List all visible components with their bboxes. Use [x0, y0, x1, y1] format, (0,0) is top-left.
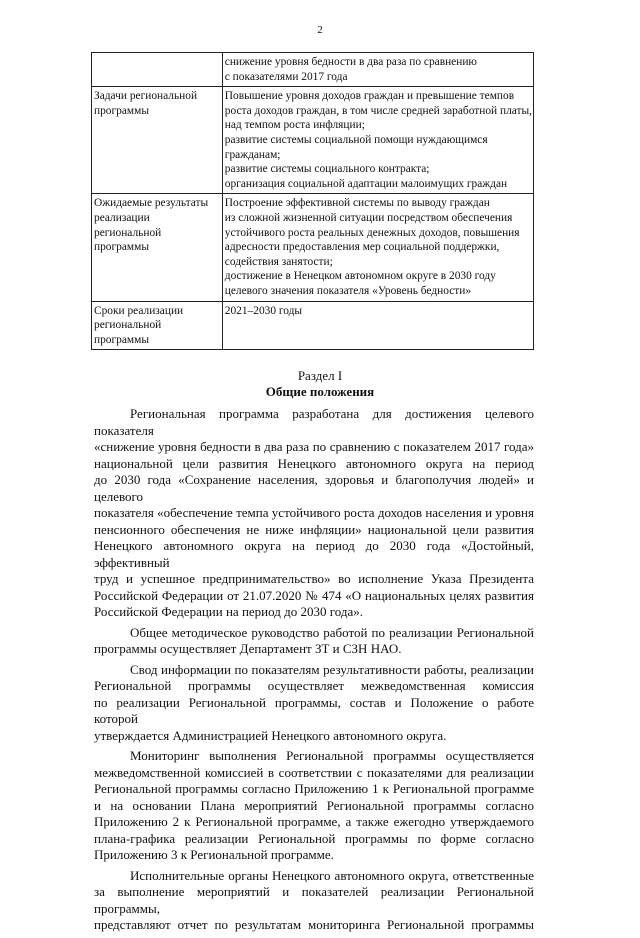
table-cell-content	[222, 87, 533, 194]
section-number: Раздел I	[297, 368, 343, 383]
content-line: 2021–2030 годы	[224, 304, 303, 317]
content-line: развитие системы социального контракта;	[224, 163, 430, 176]
paragraph-line: до 2030 года «Сохранение населения, здоровья и благополучия людей» и целевого	[94, 472, 534, 504]
paragraph-line: Российской Федерации от 21.07.2020 № 474 «О национальных целях развития	[94, 587, 534, 603]
paragraph	[94, 406, 534, 621]
content-line: роста доходов граждан, в том числе средней заработной платы,	[224, 104, 532, 117]
paragraph-line: труд и успешное предпринимательство» во исполнение Указа Президента	[94, 571, 534, 586]
paragraph	[94, 662, 534, 745]
table-cell-label	[92, 53, 223, 87]
label-line: Задачи региональной	[94, 90, 198, 103]
paragraph-line: Мониторинг выполнения Региональной программы осуществляется	[130, 748, 534, 763]
label-line: программы	[94, 104, 149, 117]
content-line: адресности предоставления мер социальной поддержки,	[224, 241, 500, 254]
paragraph-line: Приложению 3 к Региональной программе.	[94, 847, 334, 862]
content-line: целевого значения показателя «Уровень бедности»	[224, 284, 472, 297]
paragraph-line: за выполнение мероприятий и показателей реализации Региональной программы,	[94, 884, 534, 916]
table-row	[92, 87, 534, 194]
paragraph-line: Свод информации по показателям результативности работы, реализации	[130, 661, 534, 677]
label-line: Ожидаемые результаты	[94, 197, 209, 210]
label-line: программы	[94, 241, 149, 254]
section-title: Общие положения	[265, 384, 375, 399]
paragraph-line: по реализации Региональной программы, состав и Положение о работе которой	[94, 694, 534, 726]
paragraph-line: Ненецкого автономного округа на период до 2030 года «Достойный, эффективный	[94, 538, 534, 570]
paragraph-line: национальной цели развития Ненецкого автономного округа на период	[94, 455, 534, 471]
paragraph-line: показателя «обеспечение темпа устойчивого роста доходов населения и уровня	[94, 505, 534, 520]
label-line: региональной	[94, 319, 162, 332]
table-cell-content	[222, 194, 533, 301]
content-line: организация социальной адаптации малоимущих граждан	[224, 177, 508, 190]
content-line: Построение эффективной системы по выводу граждан	[224, 197, 490, 210]
page-number: 2	[317, 24, 323, 36]
content-line: гражданам;	[224, 148, 281, 161]
paragraph-line: Региональная программа разработана для достижения целевого показателя	[94, 406, 534, 438]
content-line: над темпом роста инфляции;	[224, 119, 365, 132]
paragraph	[94, 748, 534, 864]
paragraph-line: и на основании Плана мероприятий Региональной программы согласно	[94, 797, 534, 813]
content-line: содействия занятости;	[224, 255, 333, 268]
content-line: Повышение уровня доходов граждан и превышение темпов	[224, 90, 515, 103]
paragraph-line: Региональной программы согласно Приложению 1 к Региональной программе	[94, 781, 534, 796]
label-line: Сроки реализации	[94, 304, 184, 317]
label-line: реализации	[94, 211, 150, 224]
content-line: развитие системы социальной помощи нуждающимся	[224, 133, 488, 146]
table-row	[92, 53, 534, 87]
paragraph-line: пенсионного обеспечения не ниже инфляции» национальной цели развития	[94, 521, 534, 537]
table-cell-label	[92, 87, 223, 194]
paragraph-line: плана-графика реализации Региональной программы по форме согласно	[94, 830, 534, 846]
paragraph-line: Российской Федерации на период до 2030 года».	[94, 604, 363, 619]
table-row	[92, 194, 534, 301]
content-line: устойчивого роста реальных денежных доходов, повышения	[224, 226, 520, 239]
content-line: снижение уровня бедности в два раза по сравнению	[224, 56, 477, 68]
content-line: с показателями 2017 года	[224, 70, 348, 83]
table-cell-content	[222, 53, 533, 87]
paragraph-line: программы осуществляет Департамент ЗТ и СЗН НАО.	[94, 641, 402, 656]
label-line: программы	[94, 333, 149, 346]
table-cell-content	[222, 301, 533, 350]
section-header	[0, 368, 640, 400]
table-cell-label	[92, 194, 223, 301]
content-line: достижение в Ненецком автономном округе в 2030 году	[224, 270, 496, 283]
paragraph-line: Исполнительные органы Ненецкого автономного округа, ответственные	[130, 867, 534, 883]
paragraph-line: Приложению 2 к Региональной программе, а также ежегодно утверждаемого	[94, 814, 534, 829]
paragraph-line: утверждается Администрацией Ненецкого автономного округа.	[94, 727, 447, 743]
paragraph-line: Общее методическое руководство работой по реализации Региональной	[130, 624, 534, 640]
label-line: региональной	[94, 226, 162, 239]
paragraph-line: межведомственной комиссией в соответствии с показателями для реализации	[94, 764, 534, 780]
body-text	[94, 406, 534, 938]
program-passport-table	[91, 52, 534, 350]
paragraph	[94, 625, 534, 658]
table-cell-label	[92, 301, 223, 350]
paragraph-line: Региональной программы осуществляет межведомственная комиссия	[94, 678, 534, 693]
content-line: из сложной жизненной ситуации посредством обеспечения	[224, 211, 513, 224]
paragraph-line: представляют отчет по результатам мониторинга Региональной программы	[94, 917, 534, 932]
paragraph	[94, 868, 534, 934]
paragraph-line: «снижение уровня бедности в два раза по сравнению с показателем 2017 года»	[94, 439, 534, 454]
table-row	[92, 301, 534, 350]
